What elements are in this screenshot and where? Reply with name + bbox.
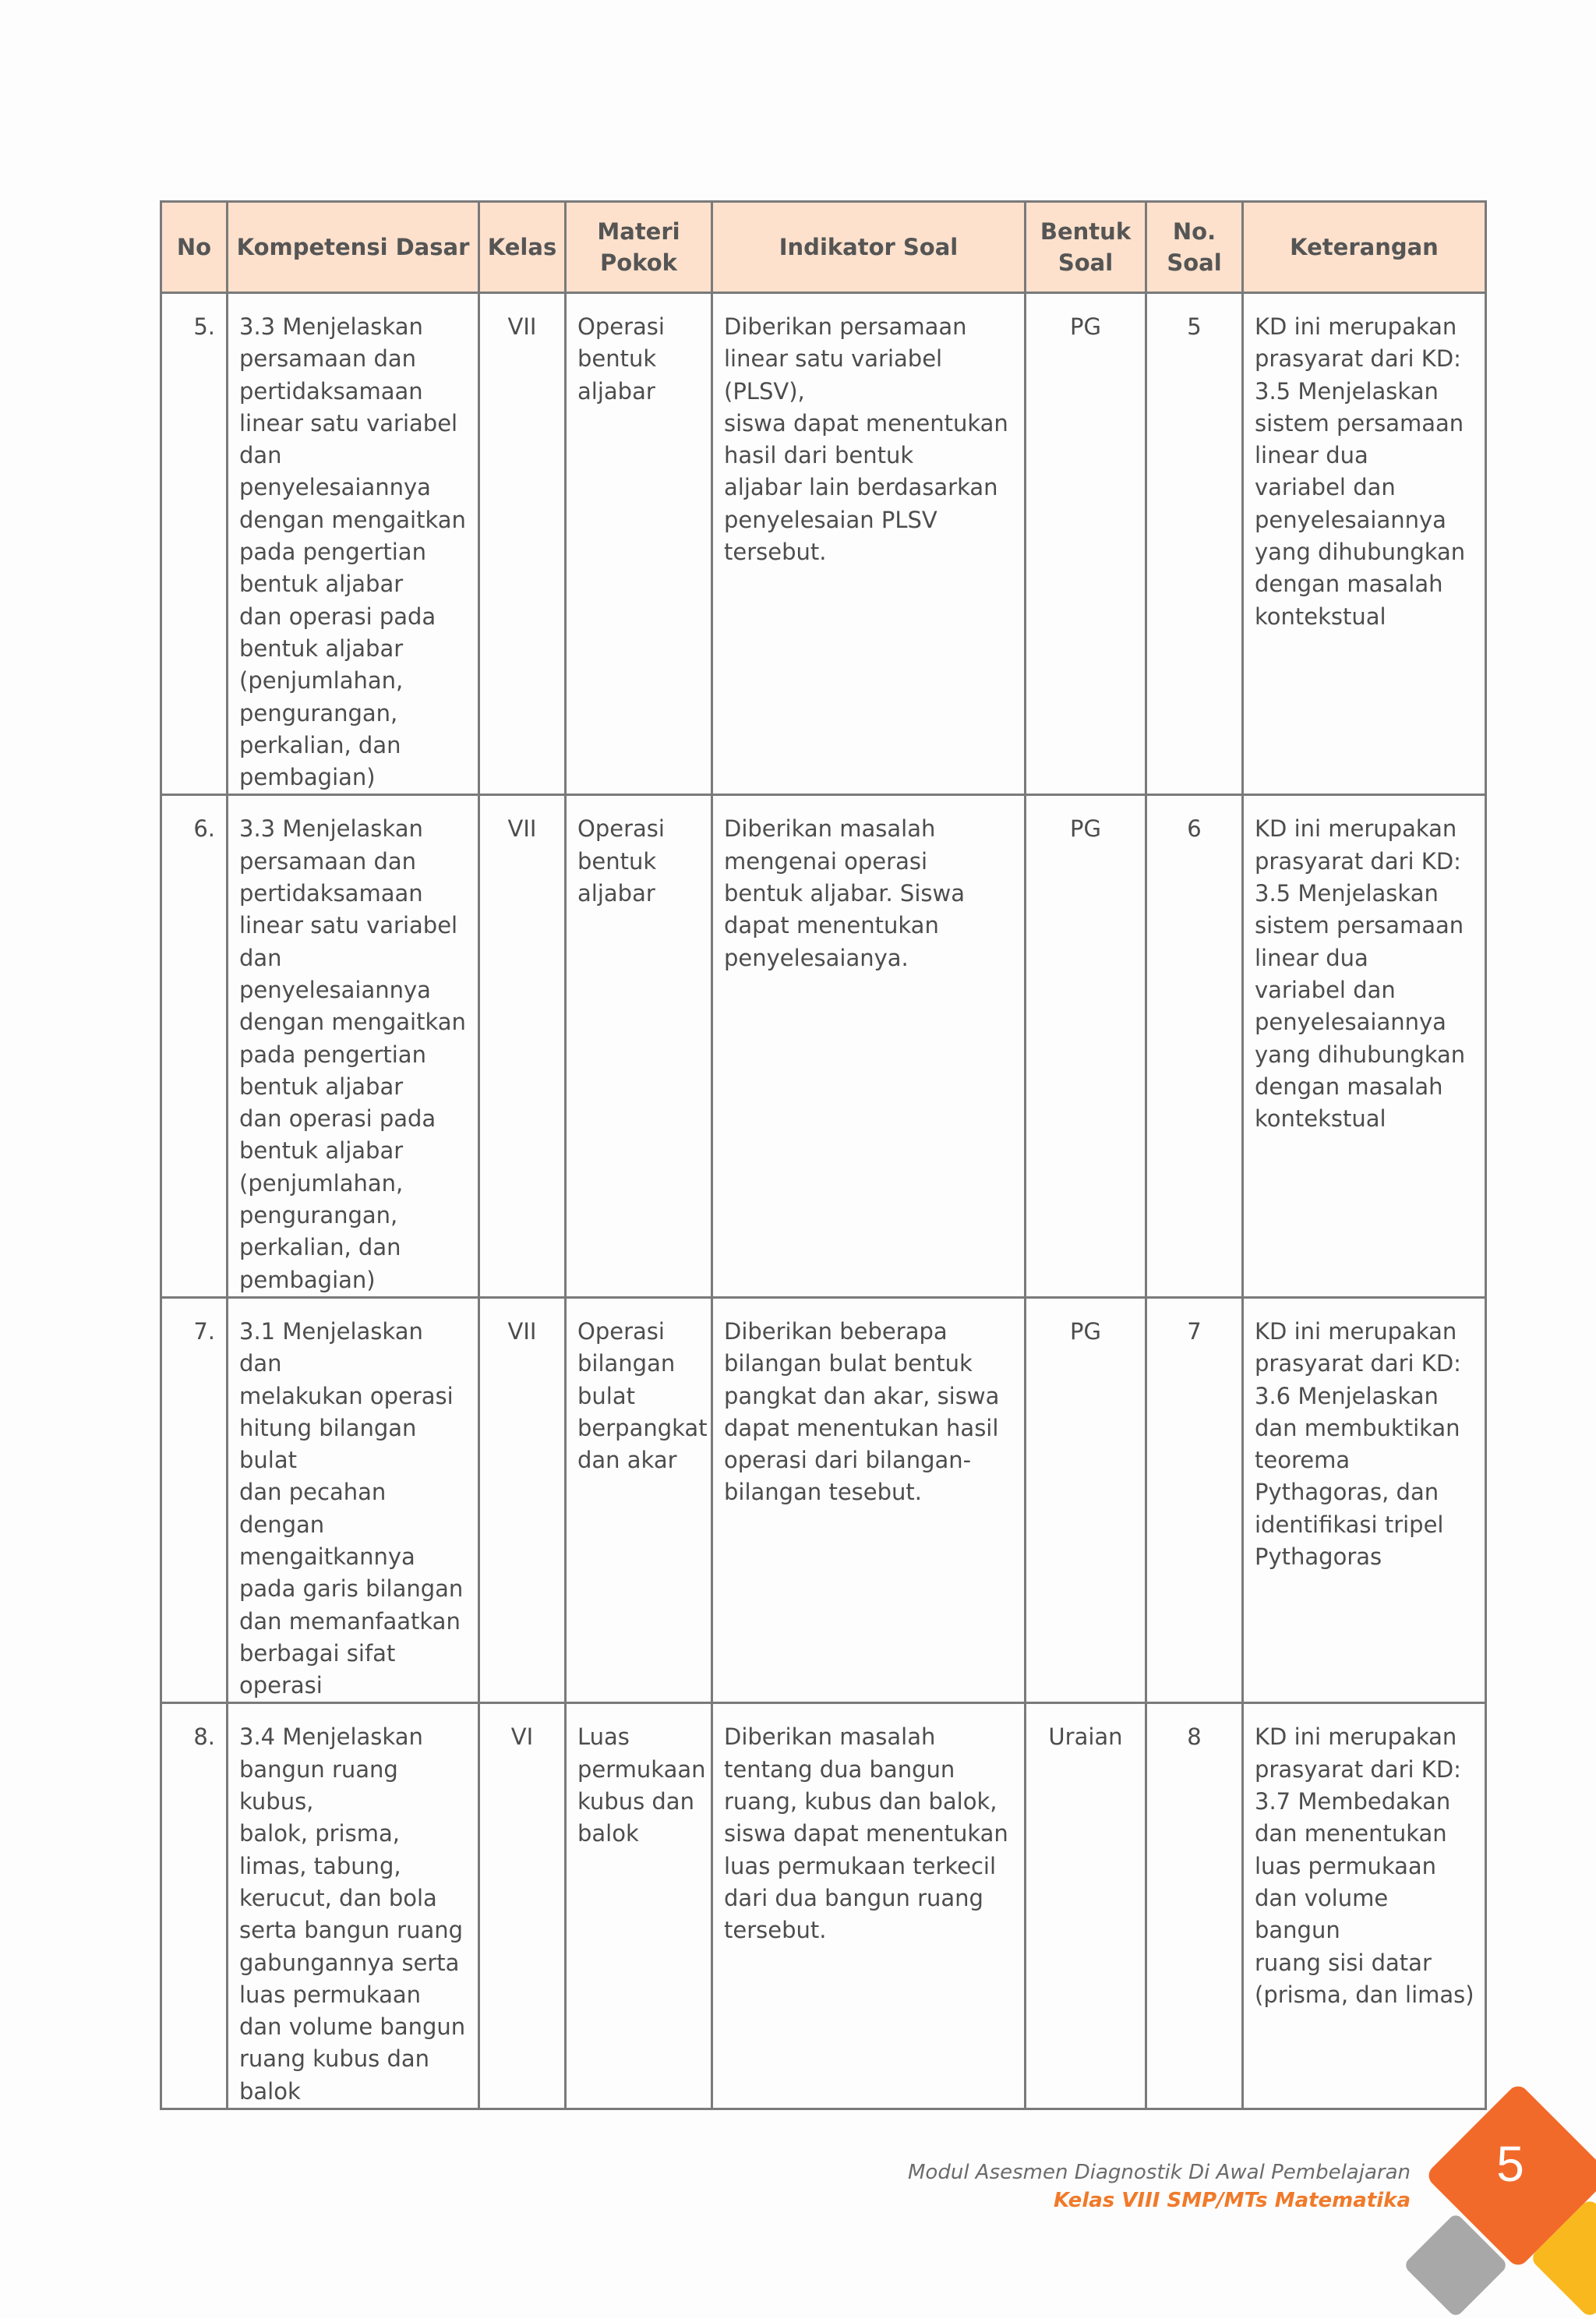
cell-line: tersebut. [724, 539, 827, 566]
cell-line: bilangan [577, 1350, 676, 1377]
cell-line: pembagian) [239, 1266, 376, 1293]
cell-line: ruang, kubus dan balok, [724, 1788, 998, 1815]
cell-line: KD ini merupakan [1255, 1723, 1457, 1751]
cell-line: pertidaksamaan [239, 377, 423, 405]
cell-materi-pokok [566, 293, 712, 795]
cell-line: identifikasi tripel [1255, 1511, 1444, 1538]
cell-line: ruang kubus dan [239, 2045, 430, 2073]
cell-line: aljabar lain berdasarkan [724, 474, 998, 501]
cell-line: hitung bilangan bulat [239, 1414, 417, 1474]
cell-line: balok [239, 2077, 301, 2105]
header-line: Soal [1058, 249, 1114, 276]
cell-line: penyelesaiannya [1255, 1009, 1446, 1036]
cell-line: 3.5 Menjelaskan [1255, 377, 1439, 405]
cell-line: linear dua [1255, 442, 1368, 469]
cell-line: gabungannya serta [239, 1949, 460, 1976]
cell-line: persamaan dan [239, 345, 417, 373]
cell-line: linear satu variabel (PLSV), [724, 345, 943, 405]
cell-line: persamaan dan [239, 847, 417, 875]
cell-line: dan penyelesaiannya [239, 944, 431, 1003]
header-no: No [161, 202, 228, 293]
cell-line: prasyarat dari KD: [1255, 1350, 1461, 1377]
header-materi-pokok [566, 202, 712, 293]
table-row [161, 795, 1486, 1297]
cell-line: pada pengertian [239, 1041, 426, 1068]
cell-line: Pythagoras [1255, 1543, 1382, 1570]
cell-kelas: VII [479, 1297, 566, 1703]
cell-line: KD ini merupakan [1255, 313, 1457, 340]
cell-line: (penjumlahan, [239, 667, 404, 695]
assessment-table [160, 200, 1487, 2110]
cell-line: berpangkat [577, 1414, 708, 1441]
cell-line: dengan mengaitkan [239, 506, 466, 533]
cell-no-soal: 7 [1146, 1297, 1243, 1703]
header-line: Bentuk [1040, 218, 1132, 245]
cell-line: pada pengertian [239, 539, 426, 566]
cell-line: kontekstual [1255, 603, 1386, 630]
cell-keterangan [1243, 293, 1486, 795]
cell-line: prasyarat dari KD: [1255, 847, 1461, 875]
cell-line: Operasi [577, 313, 665, 340]
cell-line: melakukan operasi [239, 1382, 454, 1409]
cell-line: yang dihubungkan [1255, 539, 1466, 566]
cell-line: mengenai operasi [724, 847, 927, 875]
cell-kompetensi-dasar [228, 293, 479, 795]
cell-line: bentuk aljabar [239, 571, 404, 598]
cell-line: pengurangan, [239, 699, 398, 726]
cell-line: bentuk aljabar [239, 1137, 404, 1165]
cell-line: bulat [577, 1382, 635, 1409]
cell-line: operasi [239, 1672, 323, 1699]
cell-line: linear satu variabel [239, 912, 458, 939]
table-header-row [161, 202, 1486, 293]
cell-line: dengan mengaitkan [239, 1009, 466, 1036]
cell-line: 3.1 Menjelaskan dan [239, 1317, 423, 1377]
cell-line: perkalian, dan [239, 1234, 401, 1261]
cell-line: kubus dan [577, 1788, 694, 1815]
cell-line: KD ini merupakan [1255, 815, 1457, 843]
cell-line: luas permukaan [239, 1981, 422, 2008]
cell-indikator-soal [712, 1297, 1026, 1703]
header-line: Materi [597, 218, 680, 245]
cell-line: dapat menentukan [724, 912, 939, 939]
cell-line: siswa dapat menentukan [724, 409, 1008, 437]
cell-kompetensi-dasar [228, 1297, 479, 1703]
cell-line: Diberikan masalah [724, 1723, 936, 1751]
cell-line: 3.3 Menjelaskan [239, 313, 423, 340]
cell-line: pengurangan, [239, 1202, 398, 1229]
cell-line: luas permukaan [1255, 1852, 1437, 1879]
cell-kompetensi-dasar [228, 795, 479, 1297]
cell-bentuk-soal: Uraian [1026, 1703, 1146, 2109]
cell-line: berbagai sifat [239, 1639, 396, 1667]
cell-line: aljabar [577, 377, 655, 405]
cell-line: bentuk [577, 847, 657, 875]
cell-indikator-soal [712, 795, 1026, 1297]
cell-line: (penjumlahan, [239, 1169, 404, 1197]
cell-no: 7. [161, 1297, 228, 1703]
cell-line: dan memanfaatkan [239, 1607, 461, 1635]
cell-line: sistem persamaan [1255, 912, 1464, 939]
cell-line: bangun ruang kubus, [239, 1755, 398, 1815]
cell-line: aljabar [577, 880, 655, 907]
cell-materi-pokok [566, 1297, 712, 1703]
cell-line: pangkat dan akar, siswa [724, 1382, 1000, 1409]
cell-keterangan [1243, 795, 1486, 1297]
cell-line: pembagian) [239, 764, 376, 791]
cell-line: pada garis bilangan [239, 1575, 464, 1603]
cell-line: sistem persamaan [1255, 409, 1464, 437]
cell-line: Operasi [577, 1317, 665, 1345]
cell-keterangan [1243, 1703, 1486, 2109]
cell-kompetensi-dasar [228, 1703, 479, 2109]
cell-kelas: VI [479, 1703, 566, 2109]
cell-line: dan volume bangun [239, 2013, 466, 2041]
cell-line: serta bangun ruang [239, 1917, 464, 1944]
cell-line: hasil dari bentuk [724, 442, 914, 469]
cell-line: bilangan bulat bentuk [724, 1350, 973, 1377]
cell-line: penyelesaian PLSV [724, 506, 937, 533]
header-bentuk-soal [1026, 202, 1146, 293]
cell-line: siswa dapat menentukan [724, 1820, 1008, 1847]
header-kompetensi-dasar: Kompetensi Dasar [228, 202, 479, 293]
cell-line: balok [577, 1820, 639, 1847]
page-number: 5 [1496, 2136, 1524, 2192]
cell-line: Operasi [577, 815, 665, 843]
cell-line: bilangan tesebut. [724, 1479, 922, 1506]
cell-line: dan pecahan dengan [239, 1479, 387, 1538]
cell-line: kontekstual [1255, 1105, 1386, 1133]
cell-no: 8. [161, 1703, 228, 2109]
cell-line: dari dua bangun ruang [724, 1884, 983, 1911]
cell-line: dengan masalah [1255, 571, 1443, 598]
cell-no: 6. [161, 795, 228, 1297]
footer-class-subtitle: Kelas VIII SMP/MTs Matematika [1053, 2189, 1411, 2212]
header-indikator-soal: Indikator Soal [712, 202, 1026, 293]
cell-line: variabel dan [1255, 474, 1396, 501]
header-line: Soal [1167, 249, 1222, 276]
cell-line: dengan masalah [1255, 1073, 1443, 1100]
cell-line: dan operasi pada [239, 1105, 436, 1133]
cell-no-soal: 6 [1146, 795, 1243, 1297]
cell-line: dan membuktikan [1255, 1414, 1460, 1441]
table-row [161, 293, 1486, 795]
cell-line: ruang sisi datar [1255, 1949, 1432, 1976]
footer-module-title: Modul Asesmen Diagnostik Di Awal Pembelajaran [908, 2161, 1411, 2184]
cell-line: linear dua [1255, 944, 1368, 971]
cell-line: 3.3 Menjelaskan [239, 815, 423, 843]
cell-line: bentuk [577, 345, 657, 373]
table-row [161, 1297, 1486, 1703]
cell-line: bentuk aljabar [239, 635, 404, 662]
cell-line: tentang dua bangun [724, 1755, 955, 1783]
cell-line: teorema [1255, 1447, 1351, 1474]
cell-no-soal: 8 [1146, 1703, 1243, 2109]
cell-line: KD ini merupakan [1255, 1317, 1457, 1345]
cell-indikator-soal [712, 1703, 1026, 2109]
cell-kelas: VII [479, 293, 566, 795]
cell-line: dan penyelesaiannya [239, 442, 431, 501]
cell-line: dan menentukan [1255, 1820, 1447, 1847]
header-keterangan: Keterangan [1243, 202, 1486, 293]
cell-line: Diberikan beberapa [724, 1317, 948, 1345]
cell-line: bentuk aljabar [239, 1073, 404, 1100]
cell-line: prasyarat dari KD: [1255, 345, 1461, 373]
cell-line: penyelesaiannya [1255, 506, 1446, 533]
cell-line: kerucut, dan bola [239, 1884, 437, 1911]
table-row [161, 1703, 1486, 2109]
cell-bentuk-soal: PG [1026, 1297, 1146, 1703]
cell-line: operasi dari bilangan- [724, 1447, 972, 1474]
cell-line: (prisma, dan limas) [1255, 1981, 1474, 2008]
cell-line: linear satu variabel [239, 409, 458, 437]
cell-line: Diberikan persamaan [724, 313, 967, 340]
cell-kelas: VII [479, 795, 566, 1297]
cell-line: permukaan [577, 1755, 706, 1783]
cell-line: 3.6 Menjelaskan [1255, 1382, 1439, 1409]
cell-indikator-soal [712, 293, 1026, 795]
cell-line: 3.7 Membedakan [1255, 1788, 1451, 1815]
cell-line: Luas [577, 1723, 630, 1751]
cell-line: Pythagoras, dan [1255, 1479, 1439, 1506]
cell-bentuk-soal: PG [1026, 795, 1146, 1297]
cell-materi-pokok [566, 1703, 712, 2109]
cell-line: yang dihubungkan [1255, 1041, 1466, 1068]
cell-line: balok, prisma, [239, 1820, 400, 1847]
cell-line: dapat menentukan hasil [724, 1414, 999, 1441]
header-kelas: Kelas [479, 202, 566, 293]
cell-line: tersebut. [724, 1917, 827, 1944]
cell-line: 3.5 Menjelaskan [1255, 880, 1439, 907]
cell-materi-pokok [566, 795, 712, 1297]
cell-line: Diberikan masalah [724, 815, 936, 843]
cell-line: mengaitkannya [239, 1543, 415, 1570]
cell-line: bentuk aljabar. Siswa [724, 880, 965, 907]
cell-line: pertidaksamaan [239, 880, 423, 907]
cell-line: dan operasi pada [239, 603, 436, 630]
cell-line: 3.4 Menjelaskan [239, 1723, 423, 1751]
cell-line: prasyarat dari KD: [1255, 1755, 1461, 1783]
cell-line: luas permukaan terkecil [724, 1852, 997, 1879]
header-line: No. [1172, 218, 1216, 245]
cell-line: dan volume bangun [1255, 1884, 1389, 1944]
header-no-soal [1146, 202, 1243, 293]
cell-no-soal: 5 [1146, 293, 1243, 795]
cell-line: perkalian, dan [239, 731, 401, 758]
cell-line: penyelesaianya. [724, 944, 909, 971]
cell-line: variabel dan [1255, 976, 1396, 1003]
cell-line: limas, tabung, [239, 1852, 401, 1879]
cell-line: dan akar [577, 1447, 677, 1474]
cell-no: 5. [161, 293, 228, 795]
header-line: Pokok [600, 249, 677, 276]
cell-keterangan [1243, 1297, 1486, 1703]
cell-bentuk-soal: PG [1026, 293, 1146, 795]
